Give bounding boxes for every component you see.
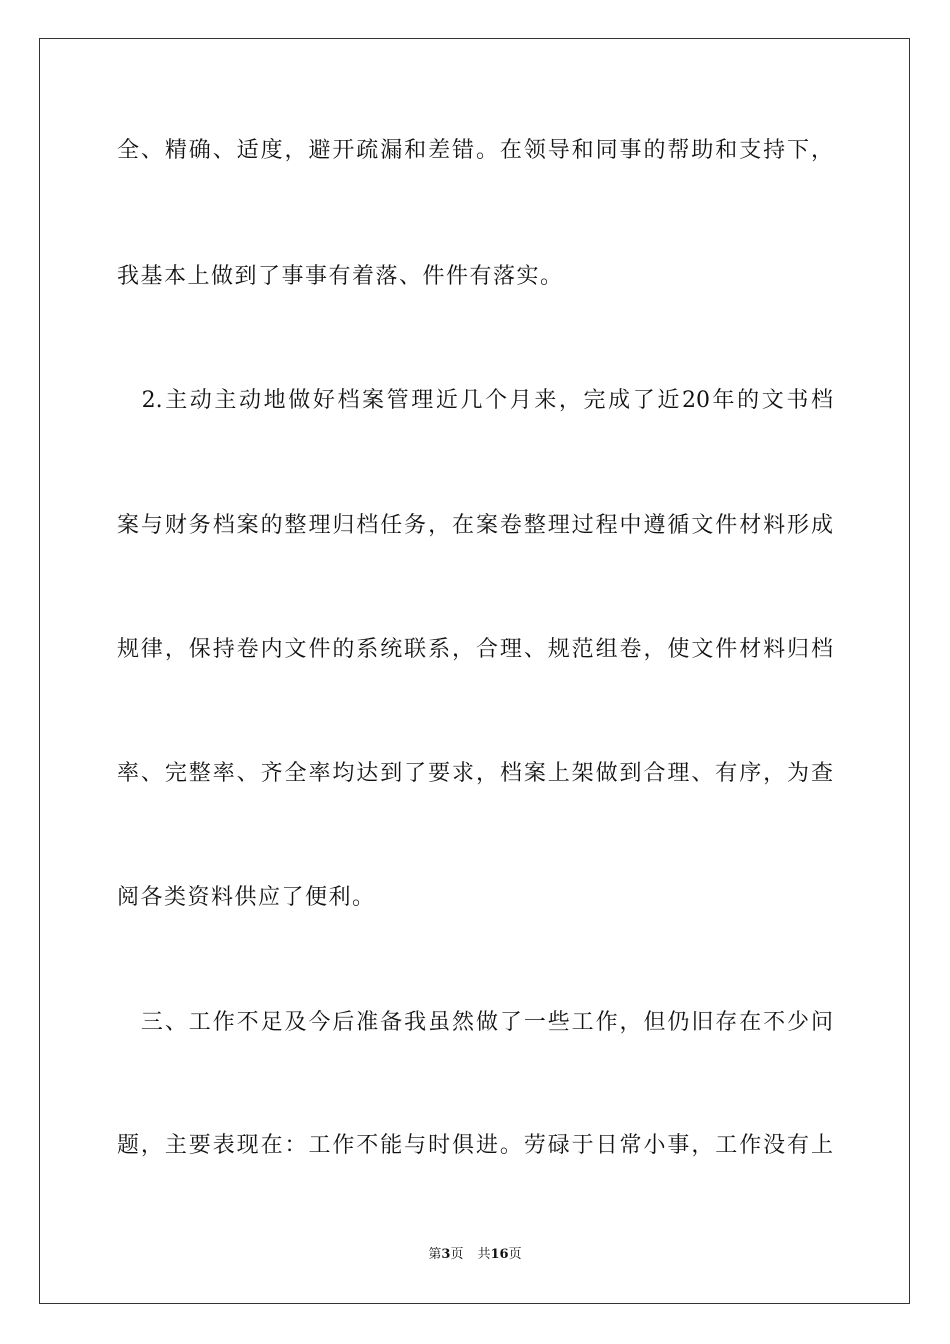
text-line: 案与财务档案的整理归档任务，在案卷整理过程中遵循文件材料形成 [117, 513, 833, 538]
text-line: 我基本上做到了事事有着落、件件有落实。 [117, 264, 564, 289]
total-pages-number: 16 [490, 1247, 509, 1262]
text-line: 阅各类资料供应了便利。 [117, 885, 376, 910]
footer-page-suffix: 页 [450, 1247, 464, 1262]
footer-prefix: 第 [428, 1247, 442, 1262]
text-line: 规律，保持卷内文件的系统联系，合理、规范组卷，使文件材料归档 [117, 637, 833, 662]
text-line: 率、完整率、齐全率均达到了要求，档案上架做到合理、有序，为查 [117, 761, 833, 786]
page-border [39, 38, 910, 1304]
text-line: 三、工作不足及今后准备我虽然做了一些工作，但仍旧存在不少问 [117, 1010, 833, 1035]
text-line: 2.主动主动地做好档案管理近几个月来，完成了近20年的文书档 [117, 388, 833, 413]
text-line: 题，主要表现在：工作不能与时俱进。劳碌于日常小事，工作没有上 [117, 1133, 833, 1158]
page-footer [0, 1246, 950, 1264]
text-line: 全、精确、适度，避开疏漏和差错。在领导和同事的帮助和支持下， [117, 138, 833, 163]
current-page-number: 3 [441, 1247, 451, 1262]
footer-total-prefix: 共 [477, 1247, 491, 1262]
footer-total-suffix: 页 [508, 1247, 522, 1262]
